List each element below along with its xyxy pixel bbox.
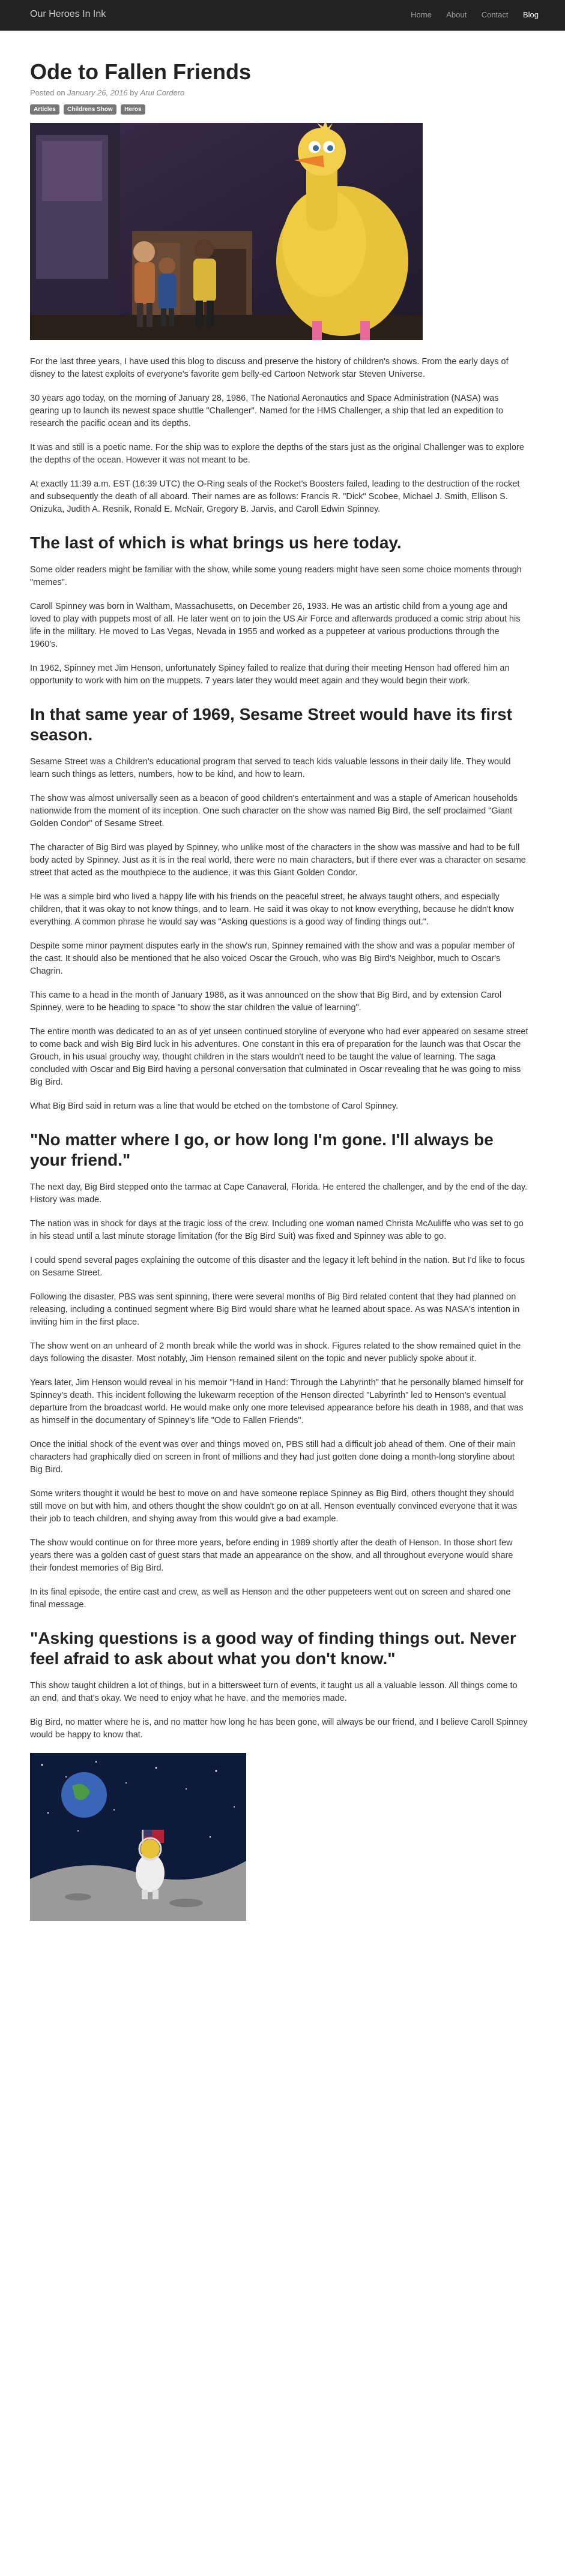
nav-home[interactable]: Home bbox=[411, 10, 432, 19]
tag-list bbox=[30, 103, 528, 115]
paragraph: This show taught children a lot of things, but in a bittersweet turn of events, it taught us all a valuable lesson. All things come to an end, and that's okay. We need to enjoy what he have, and the memories made. bbox=[30, 1681, 518, 1703]
tag-heros[interactable]: Heros bbox=[121, 104, 145, 115]
tag-childrens-show[interactable]: Childrens Show bbox=[64, 104, 116, 115]
section-heading: The last of which is what brings us here today. bbox=[30, 533, 402, 552]
paragraph: At exactly 11:39 a.m. EST (16:39 UTC) the O-Ring seals of the Rocket's Boosters failed, leading to the destruction of the rocket and subsequently the death of all aboard. Their names are as follows: Francis R. "Dick" Scobee, Michael J. Smith, Ellison S. Onizuka, Judith A. Resnik, Ronald E. McNair, Gregory B. Jarvis, and Caroll Edwin Spinney. bbox=[30, 479, 520, 514]
paragraph: What Big Bird said in return was a line that would be etched on the tombstone of Carol Spinney. bbox=[30, 1101, 399, 1111]
post-meta bbox=[30, 88, 528, 97]
brand-link[interactable]: Our Heroes In Ink bbox=[30, 9, 106, 19]
paragraph: In 1962, Spinney met Jim Henson, unfortunately Spiney failed to realize that during their meeting Henson had offered him an opportunity to work with him on the muppets. 7 years later they would meet again and they would begin their work. bbox=[30, 663, 510, 686]
navbar bbox=[0, 0, 565, 31]
post-title: Ode to Fallen Friends bbox=[30, 59, 252, 84]
paragraph: Caroll Spinney was born in Waltham, Massachusetts, on December 26, 1933. He was an artistic child from a young age and loved to play with puppets most of all. He later went on to join the US Air Force and afterwards produced a comic strip about his life in the military. He moved to Las Vegas, Nevada in 1955 and worked as a puppeteer at various productions through the 1960's. bbox=[30, 602, 521, 649]
nav-about[interactable]: About bbox=[446, 10, 467, 19]
nav-contact[interactable]: Contact bbox=[481, 10, 509, 19]
tag-articles[interactable]: Articles bbox=[30, 104, 59, 115]
paragraph: Following the disaster, PBS was sent spinning, there were several months of Big Bird related content that they had planned on releasing, including a continued segment where Big Bird would share what he learned about space. As was NASA's intention in inviting him in the first place. bbox=[30, 1292, 520, 1327]
paragraph: I could spend several pages explaining the outcome of this disaster and the legacy it left behind in the nation. But I'd like to focus on Sesame Street. bbox=[30, 1256, 525, 1278]
footer-image-big-bird-moon bbox=[30, 1753, 246, 1921]
paragraph: The show would continue on for three more years, before ending in 1989 shortly after the death of Henson. In those short few years there was a golden cast of guest stars that made an appearance on the show, and all throughout everyone would share their fondest memories of Big Bird. bbox=[30, 1538, 513, 1573]
paragraph: The show was almost universally seen as a beacon of good children's entertainment and was a staple of American households nationwide from the moment of its inception. One such character on the show was named Big Bird, the self proclaimed "Giant Golden Condor" of Sesame Street. bbox=[30, 794, 518, 828]
paragraph: It was and still is a poetic name. For the ship was to explore the depths of the stars just as the original Challenger was to explore the depths of the ocean. However it was not meant to be. bbox=[30, 443, 524, 465]
quote-heading: "Asking questions is a good way of finding things out. Never feel afraid to ask about what you don't know." bbox=[30, 1629, 516, 1668]
post-container bbox=[0, 59, 528, 1921]
paragraph: Sesame Street was a Children's educational program that served to teach kids valuable lessons in their daily life. They would learn such things as letters, numbers, how to be kind, and how to learn. bbox=[30, 757, 511, 779]
paragraph: In its final episode, the entire cast and crew, as well as Henson and the other puppeteers went out on screen and shared one final message. bbox=[30, 1587, 511, 1610]
paragraph: The show went on an unheard of 2 month break while the world was in shock. Figures related to the show remained quiet in the days following the disaster. Most notably, Jim Henson remained silent on the topic and never publicly spoke about it. bbox=[30, 1341, 521, 1364]
paragraph: Once the initial shock of the event was over and things moved on, PBS still had a difficult job ahead of them. One of their main characters had graphically died on screen in front of millions and they had just gotten done doing a month-long storyline about Big Bird. bbox=[30, 1440, 516, 1475]
meta-prefix: Posted on bbox=[30, 88, 68, 97]
section-heading: In that same year of 1969, Sesame Street would have its first season. bbox=[30, 705, 512, 744]
paragraph: 30 years ago today, on the morning of January 28, 1986, The National Aeronautics and Space Administration (NASA) was gearing up to launch its newest space shuttle "Challenger". Named for the HMS Challenger, a ship that led an expedition to research the pacific ocean and its depths. bbox=[30, 394, 504, 428]
paragraph: Some writers thought it would be best to move on and have someone replace Spinney as Big Bird, others thought they should still move on but with him, and others thought the show couldn't go on at all. Henson eventually convinced everyone that it was their job to teach children, and shying away from this would give a bad example. bbox=[30, 1489, 518, 1524]
paragraph: He was a simple bird who lived a happy life with his friends on the peaceful street, he always taught others, and especially children, that it was okay to not know things, and to learn. He said it was okay to not know everything, because he didn't know everything. A common phrase he would say was "Asking questions is a good way of finding things out.". bbox=[30, 892, 514, 927]
paragraph: The next day, Big Bird stepped onto the tarmac at Cape Canaveral, Florida. He entered the challenger, and by the end of the day. History was made. bbox=[30, 1182, 528, 1205]
paragraph: The nation was in shock for days at the tragic loss of the crew. Including one woman named Christa McAuliffe who was set to go in his stead until a last minute storage limitation (for the Big Bird Suit) was fixed and Spinney was able to go. bbox=[30, 1219, 524, 1241]
paragraph: For the last three years, I have used this blog to discuss and preserve the history of children's shows. From the early days of disney to the latest exploits of everyone's favorite gem belly-ed Cartoon Network star Steven Universe. bbox=[30, 357, 509, 379]
post-date: January 26, 2016 bbox=[67, 88, 128, 97]
paragraph: The character of Big Bird was played by Spinney, who unlike most of the characters in the show was massive and had to be full body acted by Spinney. Just as it is in the real world, there were no main characters, but if there ever was a character on sesame street that acted as the mouthpiece to the audience, it was this Giant Golden Condor. bbox=[30, 843, 526, 878]
nav-blog[interactable]: Blog bbox=[522, 10, 539, 19]
paragraph: Big Bird, no matter where he is, and no matter how long he has been gone, will always be our friend, and I believe Caroll Spinney would be happy to know that. bbox=[30, 1718, 528, 1740]
hero-image-big-bird bbox=[30, 123, 423, 340]
paragraph: Despite some minor payment disputes early in the show's run, Spinney remained with the show and was a popular member of the cast. It should also be mentioned that he also voiced Oscar the Grouch, who was Big Bird's Neighbor, much to Oscar's Chagrin. bbox=[30, 941, 515, 976]
paragraph: The entire month was dedicated to an as of yet unseen continued storyline of everyone who had ever appeared on sesame street to come back and wish Big Bird luck in his adventures. One constant in this era of preparation for the launch was that Oscar the Grouch, in his usual grouchy way, thought children in the stars wouldn't need to be taught the value of learning. The saga concluded with Oscar and Big Bird having a personal conversation that culminated in Oscar revealing that he was going to miss Big Bird. bbox=[30, 1027, 528, 1087]
paragraph: Years later, Jim Henson would reveal in his memoir "Hand in Hand: Through the Labyrinth" that he personally blamed himself for Spinney's death. This incident following the lukewarm reception of the Henson directed "Labyrinth" led to Henson's eventual departure from the broadcast world. He would make only one more televised appearance before his death in 1988, and that was as himself in the documentary of Spinney's life "Ode to Fallen Friends". bbox=[30, 1378, 524, 1425]
nav-links bbox=[399, 10, 539, 20]
meta-by: by bbox=[127, 88, 140, 97]
paragraph: This came to a head in the month of January 1986, as it was announced on the show that Big Bird, and by extension Carol Spinney, were to be heading to space "to show the star children the value of learning". bbox=[30, 990, 502, 1013]
post-author[interactable]: Arui Cordero bbox=[140, 88, 185, 97]
quote-heading: "No matter where I go, or how long I'm gone. I'll always be your friend." bbox=[30, 1130, 494, 1169]
paragraph: Some older readers might be familiar with the show, while some young readers might have seen some choice moments through "memes". bbox=[30, 565, 522, 587]
